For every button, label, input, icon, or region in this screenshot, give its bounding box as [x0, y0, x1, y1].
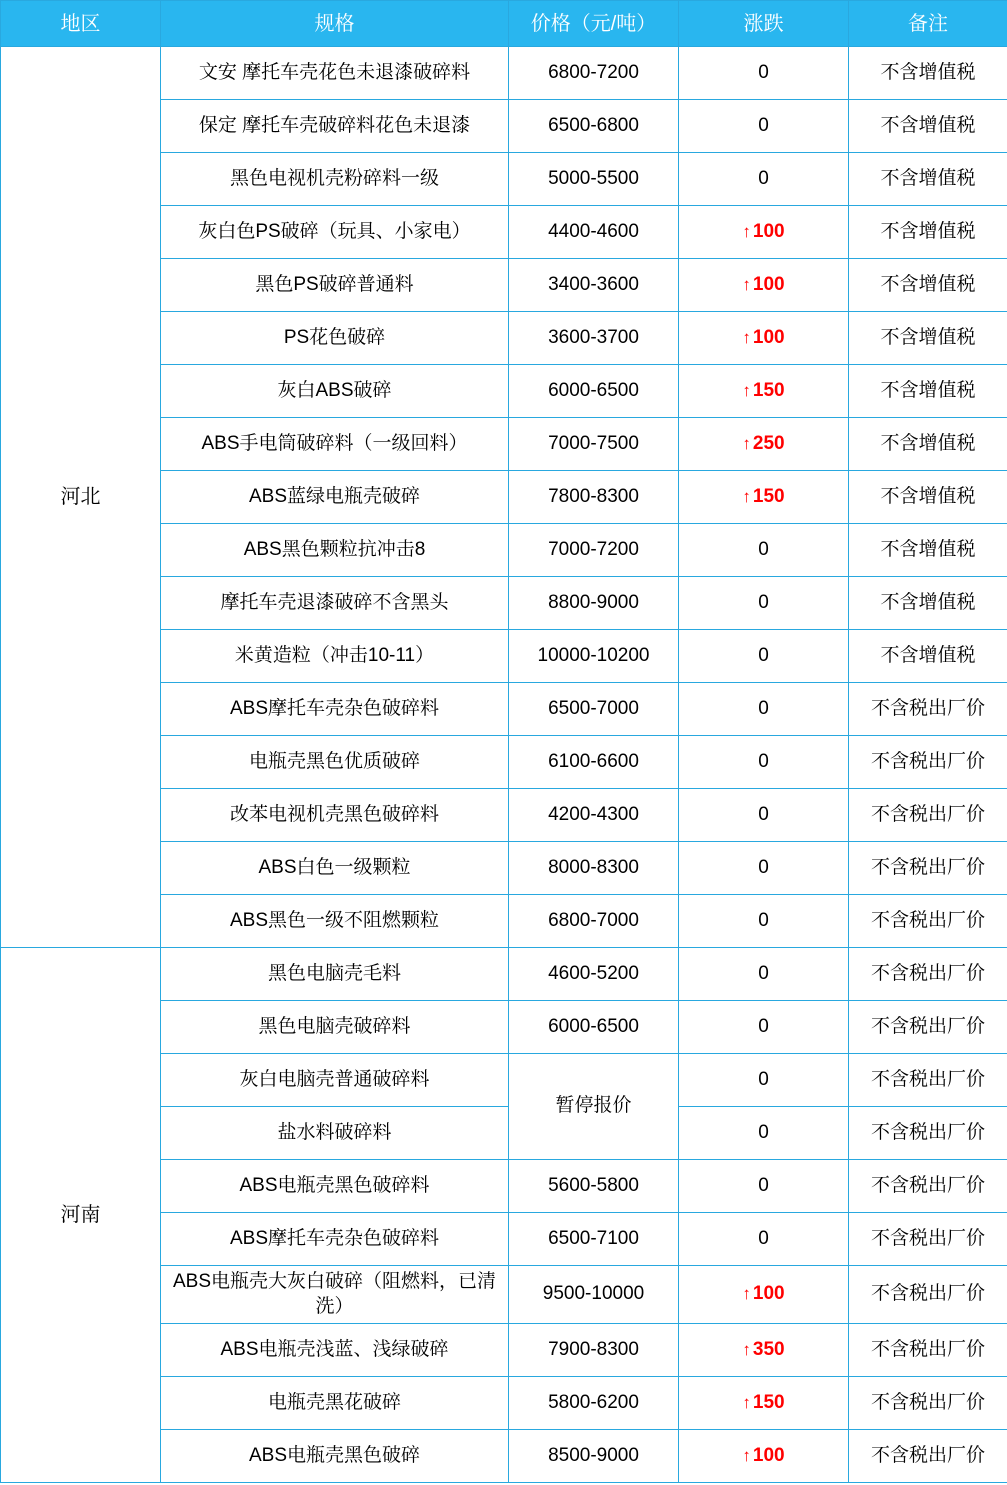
table-row — [1, 47, 1007, 100]
change-cell: 0 — [679, 153, 849, 206]
change-up-value: ↑ 150 — [742, 379, 785, 401]
spec-cell: 改苯电视机壳黑色破碎料 — [161, 789, 509, 842]
region-cell: 河南 — [1, 948, 161, 1483]
spec-cell: ABS蓝绿电瓶壳破碎 — [161, 471, 509, 524]
spec-cell: 灰白色PS破碎（玩具、小家电） — [161, 206, 509, 259]
change-cell: 0 — [679, 1054, 849, 1107]
arrow-up-icon: ↑ — [742, 380, 751, 400]
region-cell: 河北 — [1, 47, 161, 948]
spec-cell: PS花色破碎 — [161, 312, 509, 365]
change-cell: 0 — [679, 842, 849, 895]
price-cell: 4600-5200 — [509, 948, 679, 1001]
price-cell: 4200-4300 — [509, 789, 679, 842]
price-cell: 5000-5500 — [509, 153, 679, 206]
note-cell: 不含增值税 — [849, 524, 1007, 577]
spec-cell: ABS黑色一级不阻燃颗粒 — [161, 895, 509, 948]
note-cell: 不含税出厂价 — [849, 1213, 1007, 1266]
note-cell: 不含税出厂价 — [849, 736, 1007, 789]
arrow-up-icon: ↑ — [742, 221, 751, 241]
change-cell: 0 — [679, 577, 849, 630]
arrow-up-icon: ↑ — [742, 433, 751, 453]
spec-cell: ABS电瓶壳大灰白破碎（阻燃料，已清洗） — [161, 1266, 509, 1324]
change-up-value: ↑ 100 — [742, 1445, 785, 1467]
note-cell: 不含税出厂价 — [849, 895, 1007, 948]
spec-cell: ABS电瓶壳黑色破碎料 — [161, 1160, 509, 1213]
arrow-up-icon: ↑ — [742, 274, 751, 294]
spec-cell: 盐水料破碎料 — [161, 1107, 509, 1160]
arrow-up-icon: ↑ — [742, 1340, 751, 1360]
change-up-value: ↑ 250 — [742, 432, 785, 454]
spec-cell: 电瓶壳黑花破碎 — [161, 1377, 509, 1430]
change-cell: 0 — [679, 47, 849, 100]
change-cell — [679, 418, 849, 471]
spec-cell: 黑色PS破碎普通料 — [161, 259, 509, 312]
change-cell — [679, 1266, 849, 1324]
price-cell: 6000-6500 — [509, 1001, 679, 1054]
column-header-spec: 规格 — [161, 1, 509, 47]
header-row — [1, 1, 1007, 47]
price-cell: 8500-9000 — [509, 1430, 679, 1483]
price-cell: 6500-6800 — [509, 100, 679, 153]
arrow-up-icon: ↑ — [742, 327, 751, 347]
column-header-change: 涨跌 — [679, 1, 849, 47]
spec-cell: ABS摩托车壳杂色破碎料 — [161, 683, 509, 736]
note-cell: 不含增值税 — [849, 206, 1007, 259]
change-cell — [679, 365, 849, 418]
change-up-value: ↑ 150 — [742, 1392, 785, 1414]
note-cell: 不含税出厂价 — [849, 1054, 1007, 1107]
note-cell: 不含税出厂价 — [849, 1324, 1007, 1377]
spec-cell: 文安 摩托车壳花色未退漆破碎料 — [161, 47, 509, 100]
spec-cell: 灰白电脑壳普通破碎料 — [161, 1054, 509, 1107]
column-header-price: 价格（元/吨） — [509, 1, 679, 47]
change-cell: 0 — [679, 736, 849, 789]
arrow-up-icon: ↑ — [742, 1393, 751, 1413]
change-cell: 0 — [679, 1001, 849, 1054]
table-body — [1, 47, 1007, 1483]
note-cell: 不含税出厂价 — [849, 1107, 1007, 1160]
column-header-note: 备注 — [849, 1, 1007, 47]
change-cell: 0 — [679, 789, 849, 842]
note-cell: 不含税出厂价 — [849, 948, 1007, 1001]
change-up-value: ↑ 150 — [742, 485, 785, 507]
change-cell: 0 — [679, 948, 849, 1001]
change-up-value: ↑ 100 — [742, 326, 785, 348]
change-cell: 0 — [679, 524, 849, 577]
spec-cell: 摩托车壳退漆破碎不含黑头 — [161, 577, 509, 630]
spec-cell: ABS白色一级颗粒 — [161, 842, 509, 895]
change-cell — [679, 206, 849, 259]
note-cell: 不含税出厂价 — [849, 1266, 1007, 1324]
change-up-value: ↑ 100 — [742, 1283, 785, 1305]
spec-cell: ABS电瓶壳黑色破碎 — [161, 1430, 509, 1483]
price-cell: 3600-3700 — [509, 312, 679, 365]
change-cell: 0 — [679, 895, 849, 948]
price-cell: 9500-10000 — [509, 1266, 679, 1324]
note-cell: 不含增值税 — [849, 259, 1007, 312]
note-cell: 不含税出厂价 — [849, 1001, 1007, 1054]
change-cell: 0 — [679, 100, 849, 153]
note-cell: 不含增值税 — [849, 365, 1007, 418]
arrow-up-icon: ↑ — [742, 1446, 751, 1466]
price-cell: 6500-7000 — [509, 683, 679, 736]
note-cell: 不含增值税 — [849, 418, 1007, 471]
change-cell — [679, 1430, 849, 1483]
price-cell: 7000-7200 — [509, 524, 679, 577]
spec-cell: 灰白ABS破碎 — [161, 365, 509, 418]
change-cell — [679, 471, 849, 524]
arrow-up-icon: ↑ — [742, 1284, 751, 1304]
price-cell: 7800-8300 — [509, 471, 679, 524]
spec-cell: 电瓶壳黑色优质破碎 — [161, 736, 509, 789]
note-cell: 不含税出厂价 — [849, 789, 1007, 842]
change-cell — [679, 259, 849, 312]
change-cell: 0 — [679, 1213, 849, 1266]
price-cell: 7000-7500 — [509, 418, 679, 471]
spec-cell: 黑色电脑壳破碎料 — [161, 1001, 509, 1054]
spec-cell: ABS黑色颗粒抗冲击8 — [161, 524, 509, 577]
column-header-region: 地区 — [1, 1, 161, 47]
note-cell: 不含税出厂价 — [849, 1430, 1007, 1483]
spec-cell: 黑色电视机壳粉碎料一级 — [161, 153, 509, 206]
price-cell: 6000-6500 — [509, 365, 679, 418]
price-cell: 6500-7100 — [509, 1213, 679, 1266]
note-cell: 不含税出厂价 — [849, 683, 1007, 736]
price-cell: 4400-4600 — [509, 206, 679, 259]
note-cell: 不含税出厂价 — [849, 842, 1007, 895]
spec-cell: ABS手电筒破碎料（一级回料） — [161, 418, 509, 471]
change-cell: 0 — [679, 1160, 849, 1213]
change-cell — [679, 312, 849, 365]
arrow-up-icon: ↑ — [742, 486, 751, 506]
spec-cell: ABS电瓶壳浅蓝、浅绿破碎 — [161, 1324, 509, 1377]
price-cell: 7900-8300 — [509, 1324, 679, 1377]
change-cell: 0 — [679, 630, 849, 683]
change-cell: 0 — [679, 683, 849, 736]
change-up-value: ↑ 100 — [742, 220, 785, 242]
change-up-value: ↑ 350 — [742, 1339, 785, 1361]
table-header — [1, 1, 1007, 47]
spec-cell: ABS摩托车壳杂色破碎料 — [161, 1213, 509, 1266]
note-cell: 不含增值税 — [849, 47, 1007, 100]
note-cell: 不含增值税 — [849, 153, 1007, 206]
price-cell: 5600-5800 — [509, 1160, 679, 1213]
spec-cell: 保定 摩托车壳破碎料花色未退漆 — [161, 100, 509, 153]
change-cell: 0 — [679, 1107, 849, 1160]
spec-cell: 米黄造粒（冲击10-11） — [161, 630, 509, 683]
price-cell: 暂停报价 — [509, 1054, 679, 1160]
price-cell: 6800-7000 — [509, 895, 679, 948]
price-cell: 8800-9000 — [509, 577, 679, 630]
price-cell: 6100-6600 — [509, 736, 679, 789]
change-cell — [679, 1377, 849, 1430]
price-cell: 6800-7200 — [509, 47, 679, 100]
table-row — [1, 948, 1007, 1001]
note-cell: 不含增值税 — [849, 312, 1007, 365]
price-cell: 5800-6200 — [509, 1377, 679, 1430]
price-cell: 8000-8300 — [509, 842, 679, 895]
price-cell: 10000-10200 — [509, 630, 679, 683]
change-up-value: ↑ 100 — [742, 273, 785, 295]
price-cell: 3400-3600 — [509, 259, 679, 312]
change-cell — [679, 1324, 849, 1377]
note-cell: 不含增值税 — [849, 471, 1007, 524]
spec-cell: 黑色电脑壳毛料 — [161, 948, 509, 1001]
note-cell: 不含税出厂价 — [849, 1377, 1007, 1430]
note-cell: 不含增值税 — [849, 630, 1007, 683]
note-cell: 不含税出厂价 — [849, 1160, 1007, 1213]
note-cell: 不含增值税 — [849, 100, 1007, 153]
note-cell: 不含增值税 — [849, 577, 1007, 630]
